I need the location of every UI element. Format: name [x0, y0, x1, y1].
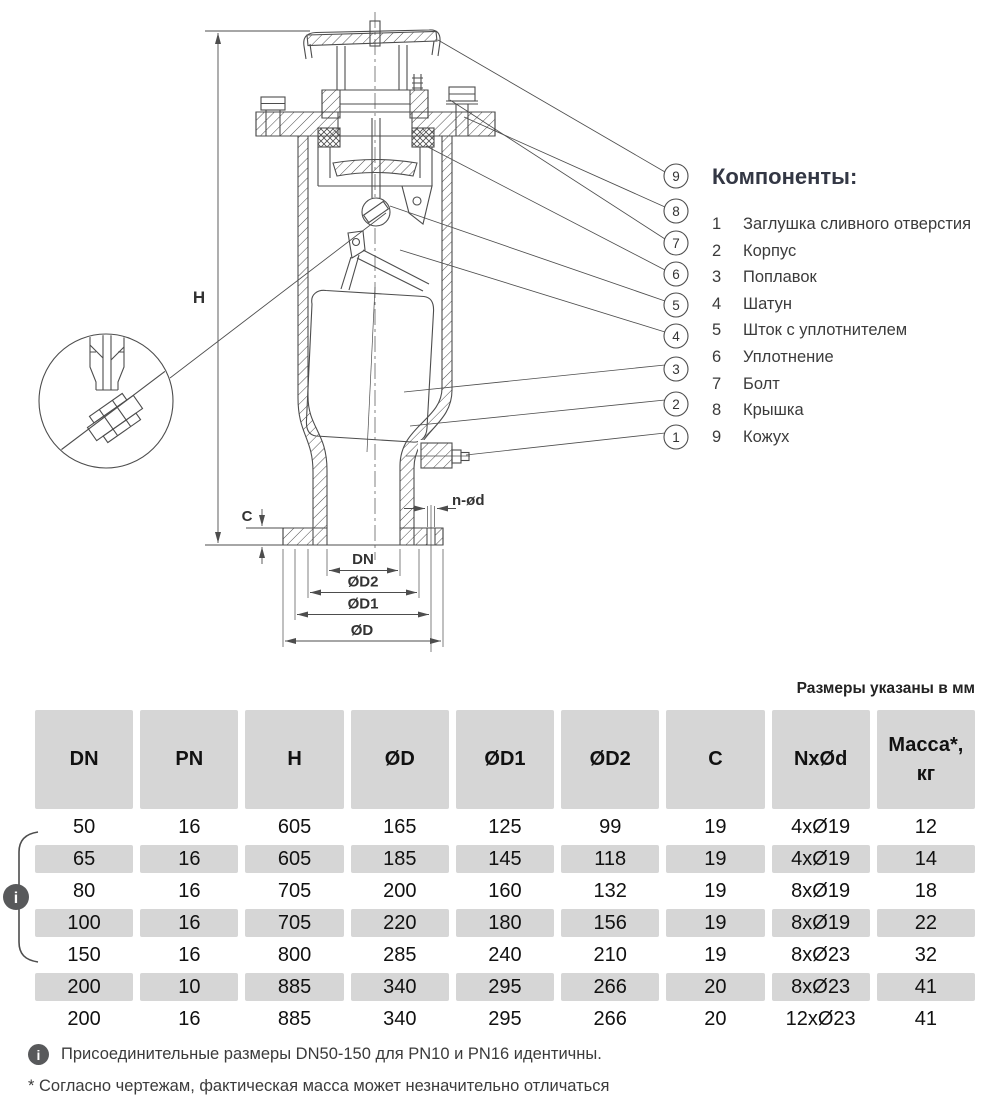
dim-label-h: H [192, 288, 206, 307]
cell: 16 [178, 943, 201, 966]
dim-label-od1: ØD1 [347, 595, 379, 613]
callout-number-1: 1 [672, 430, 680, 445]
cell: 295 [456, 973, 554, 1001]
dim-label-dn: DN [352, 551, 374, 568]
callout-number-4: 4 [672, 329, 680, 344]
component-label: Заглушка сливного отверстия [743, 215, 972, 233]
info-note [28, 1044, 788, 1065]
bottom-flange [283, 527, 443, 545]
cell: 20 [704, 1007, 727, 1030]
callout-number-3: 3 [672, 362, 680, 377]
component-label: Болт [743, 374, 780, 393]
cell: 19 [666, 845, 764, 873]
component-item [712, 264, 1005, 291]
callout-number-7: 7 [672, 236, 680, 251]
cell: 16 [178, 815, 201, 838]
callouts [390, 40, 688, 455]
cell: 10 [140, 973, 238, 1001]
row-group-bracket [0, 810, 52, 980]
table-row [35, 845, 975, 873]
seals [318, 128, 434, 147]
cell: 100 [35, 909, 133, 937]
cell: 150 [67, 943, 101, 966]
dim-label-od2: ØD2 [347, 573, 379, 591]
col-header-od: ØD [351, 710, 449, 809]
info-note-text: Присоединительные размеры DN50-150 для PN10 и PN16 идентичны. [61, 1045, 602, 1063]
cover-cap [304, 21, 440, 90]
cell: 266 [593, 1007, 627, 1030]
component-label: Поплавок [743, 268, 817, 287]
component-number: 2 [712, 241, 722, 260]
component-number: 3 [712, 268, 722, 287]
cell: 340 [351, 973, 449, 1001]
callout-number-9: 9 [672, 169, 680, 184]
cell: 14 [877, 845, 975, 873]
col-header-nxod: NxØd [772, 710, 870, 809]
cell: 220 [351, 909, 449, 937]
dim-label-nod: n-ød [452, 492, 485, 509]
component-number: 1 [712, 215, 722, 233]
table-header-row [35, 710, 975, 809]
cell: 180 [456, 909, 554, 937]
col-header-dn: DN [35, 710, 133, 809]
component-number: 7 [712, 374, 722, 393]
cell: 605 [277, 815, 312, 838]
table-row [35, 813, 975, 841]
table-row [35, 877, 975, 905]
cell: 118 [561, 845, 659, 873]
callout-number-5: 5 [672, 298, 680, 313]
component-label: Кожух [743, 427, 790, 446]
cell: 885 [277, 1007, 312, 1030]
cell: 340 [383, 1007, 417, 1030]
cell: 19 [666, 909, 764, 937]
cell: 605 [245, 845, 343, 873]
component-label: Крышка [743, 401, 804, 420]
asterisk-note: * Согласно чертежам, фактическая масса может незначительно отличаться [28, 1077, 610, 1095]
cell: 200 [383, 879, 417, 902]
cell: 705 [245, 909, 343, 937]
detail-circle [39, 213, 386, 468]
cell: 285 [383, 943, 417, 966]
component-item [712, 397, 1005, 424]
cell: 8xØ19 [791, 879, 851, 902]
cell: 4xØ19 [772, 845, 870, 873]
component-number: 5 [712, 321, 722, 340]
component-label: Шток с уплотнителем [743, 321, 908, 340]
callout-number-2: 2 [672, 397, 680, 412]
cell: 41 [877, 973, 975, 1001]
component-item [712, 238, 1005, 265]
cell: 4xØ19 [791, 815, 851, 838]
component-number: 9 [712, 427, 722, 446]
component-number: 6 [712, 347, 722, 366]
cell: 12xØ23 [785, 1007, 856, 1030]
component-item [712, 344, 1005, 371]
cell: 885 [245, 973, 343, 1001]
col-header-mass [877, 710, 975, 809]
mass-header-line1: Масса*, [888, 733, 964, 756]
cell: 22 [877, 909, 975, 937]
linkage [341, 231, 429, 291]
mass-header-line2: кг [916, 762, 936, 785]
cell: 19 [704, 879, 727, 902]
table-row [35, 941, 975, 969]
cell: 705 [277, 879, 312, 902]
footnotes [28, 1044, 788, 1096]
component-item [712, 371, 1005, 398]
cell: 165 [383, 815, 417, 838]
component-item [712, 291, 1005, 318]
cell: 41 [914, 1007, 937, 1030]
cell: 20 [666, 973, 764, 1001]
cell: 50 [72, 815, 96, 838]
cell: 156 [561, 909, 659, 937]
table-row [35, 909, 975, 937]
component-label: Корпус [743, 241, 797, 260]
callout-leaders [390, 40, 665, 455]
component-label: Уплотнение [743, 347, 834, 366]
cell: 210 [593, 943, 627, 966]
cell: 800 [277, 943, 312, 966]
info-icon-glyph: i [13, 890, 19, 907]
cell: 12 [914, 815, 937, 838]
dimensions-table-wrap [28, 706, 982, 1037]
cell: 80 [72, 879, 96, 902]
cell: 240 [488, 943, 522, 966]
units-note: Размеры указаны в мм [796, 680, 975, 697]
dim-label-od: ØD [350, 622, 374, 639]
cell: 185 [351, 845, 449, 873]
component-label: Шатун [743, 294, 793, 313]
float [306, 287, 433, 452]
cell: 266 [561, 973, 659, 1001]
component-number: 8 [712, 401, 722, 420]
components-title: Компоненты: [712, 164, 858, 189]
dimensions-table [28, 706, 982, 1037]
cell: 295 [488, 1007, 522, 1030]
cell: 145 [456, 845, 554, 873]
callout-number-8: 8 [672, 204, 680, 219]
col-header-pn: PN [140, 710, 238, 809]
table-row [35, 1005, 975, 1033]
cell: 16 [140, 845, 238, 873]
col-header-h: H [245, 710, 343, 809]
cell: 125 [488, 815, 522, 838]
cell: 8xØ23 [791, 943, 851, 966]
col-header-od2: ØD2 [561, 710, 659, 809]
cell: 18 [914, 879, 937, 902]
cell: 16 [178, 879, 201, 902]
cell: 16 [140, 909, 238, 937]
cell: 200 [67, 1007, 101, 1030]
cell: 8xØ19 [772, 909, 870, 937]
col-header-od1: ØD1 [456, 710, 554, 809]
cell: 132 [593, 879, 627, 902]
component-item [712, 317, 1005, 344]
table-row [35, 973, 975, 1001]
cell: 16 [178, 1007, 201, 1030]
component-item [712, 211, 1005, 238]
cell: 32 [914, 943, 937, 966]
info-icon: i [28, 1044, 49, 1065]
col-header-c: C [666, 710, 764, 809]
callout-number-6: 6 [672, 267, 680, 282]
valve-body-section [256, 12, 495, 560]
top-flange [256, 87, 495, 136]
components-list [712, 164, 1005, 450]
cell: 8xØ23 [772, 973, 870, 1001]
cell: 200 [35, 973, 133, 1001]
cell: 65 [35, 845, 133, 873]
component-item [712, 424, 1005, 451]
component-number: 4 [712, 294, 722, 313]
cell: 19 [704, 815, 727, 838]
cell: 99 [599, 815, 622, 838]
cell: 160 [488, 879, 522, 902]
dim-label-c: C [241, 508, 253, 525]
cell: 19 [704, 943, 727, 966]
